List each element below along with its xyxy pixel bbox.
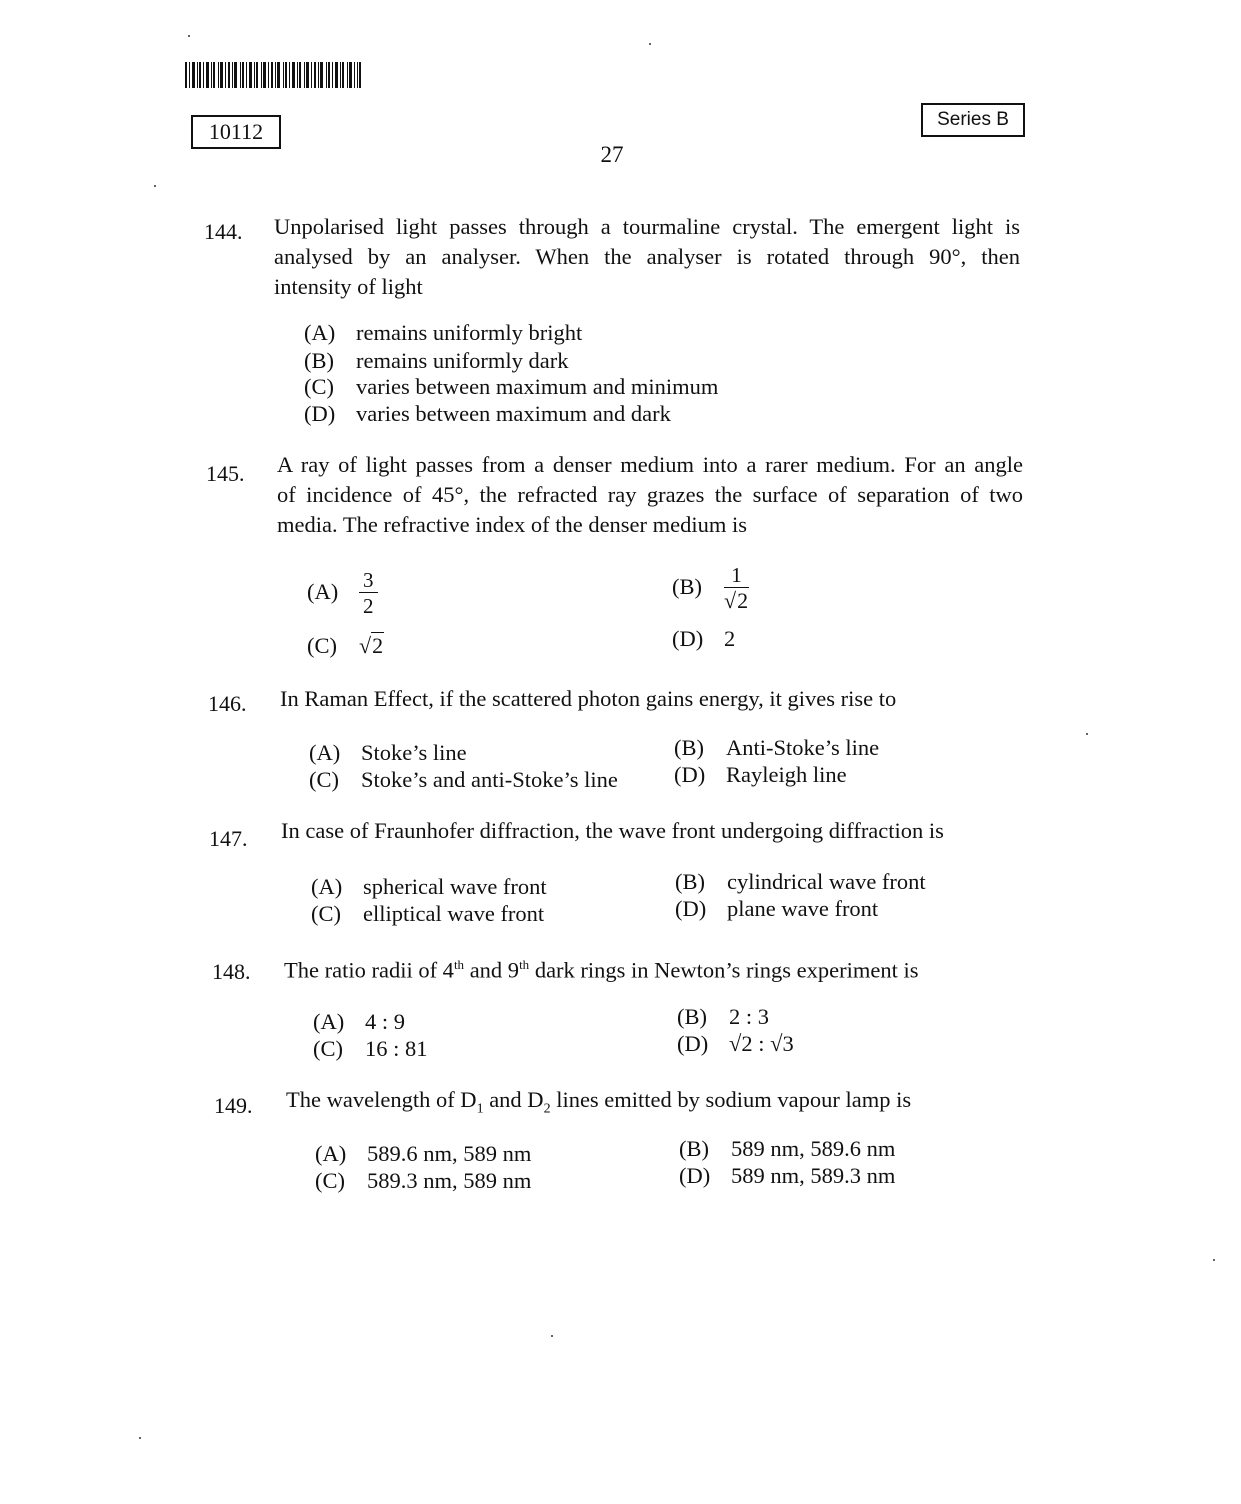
option-d xyxy=(679,1163,895,1189)
option-text: 589 nm, 589.6 nm xyxy=(731,1136,896,1161)
option-label: (B) xyxy=(679,1136,709,1161)
option-label: (C) xyxy=(307,633,337,658)
option-label: (A) xyxy=(307,578,339,604)
fraction-denominator: 2 xyxy=(363,594,374,618)
option-text: √2 : √3 xyxy=(729,1031,794,1056)
option-label: (B) xyxy=(672,573,702,599)
option-label: (C) xyxy=(309,767,339,792)
option-text: 2 : 3 xyxy=(729,1004,770,1029)
question-number: 147. xyxy=(209,826,248,851)
paper-code-box: 10112 xyxy=(191,115,281,149)
question-number: 148. xyxy=(212,959,251,984)
option-text: 2 xyxy=(724,626,736,651)
option-text: elliptical wave front xyxy=(363,901,545,926)
option-text: Stoke’s line xyxy=(361,740,467,765)
fraction xyxy=(724,563,749,614)
option-label: (C) xyxy=(311,901,341,926)
option-c xyxy=(309,767,618,793)
option-text: spherical wave front xyxy=(363,874,547,899)
option-b xyxy=(679,1136,895,1162)
option-label: (D) xyxy=(677,1031,709,1056)
option-d xyxy=(677,1031,794,1057)
square-root: √2 xyxy=(359,633,384,658)
question-text-part: lines emitted by sodium vapour lamp is xyxy=(550,1087,912,1112)
series-box: Series B xyxy=(921,103,1025,137)
option-c xyxy=(313,1036,428,1062)
question-line: of incidence of 45°, the refracted ray grazes the surface of separation of two xyxy=(277,482,1023,507)
question-text xyxy=(280,684,1026,714)
option-d xyxy=(672,626,735,652)
option-c xyxy=(304,374,718,400)
question-text-part: The ratio radii of 4 xyxy=(284,957,454,983)
scan-speck xyxy=(649,43,651,45)
option-label: (A) xyxy=(315,1141,347,1166)
option-text: remains uniformly bright xyxy=(356,320,583,345)
option-d xyxy=(675,896,878,922)
fraction-denominator: √2 xyxy=(724,588,749,613)
fraction-numerator: 1 xyxy=(724,563,749,588)
option-text: Stoke’s and anti-Stoke’s line xyxy=(361,767,618,792)
barcode xyxy=(185,62,361,88)
option-text: Rayleigh line xyxy=(726,762,847,787)
scan-speck xyxy=(188,35,190,37)
question-number: 144. xyxy=(204,219,243,244)
option-text: 16 : 81 xyxy=(365,1036,428,1061)
option-label: (D) xyxy=(679,1163,711,1188)
question-text-part: dark rings in Newton’s rings experiment is xyxy=(529,957,919,983)
question-line: In case of Fraunhofer diffraction, the wave front undergoing diffraction is xyxy=(281,818,944,843)
question-line: analysed by an analyser. When the analyser is rotated through 90°, then xyxy=(274,244,1020,269)
question-number: 149. xyxy=(214,1093,253,1118)
option-label: (B) xyxy=(677,1004,707,1029)
question-text xyxy=(274,212,1020,302)
question-text-part: The wavelength of D xyxy=(286,1087,477,1112)
option-text: plane wave front xyxy=(727,896,879,921)
option-a xyxy=(313,1009,405,1035)
option-a xyxy=(311,874,547,900)
question-line xyxy=(286,1085,1032,1125)
option-label: (C) xyxy=(304,374,334,399)
option-label: (D) xyxy=(675,896,707,921)
option-label: (B) xyxy=(674,735,704,760)
question-line xyxy=(284,950,1030,986)
option-text: remains uniformly dark xyxy=(356,348,569,373)
option-label: (D) xyxy=(304,401,336,426)
fraction xyxy=(359,568,378,619)
option-b xyxy=(304,348,568,374)
question-text-part: and 9 xyxy=(464,957,520,983)
option-label: (A) xyxy=(309,740,341,765)
option-a xyxy=(315,1141,531,1167)
question-line: A ray of light passes from a denser medium into a rarer medium. For an angle xyxy=(277,452,1023,477)
question-number: 145. xyxy=(206,461,245,486)
option-label: (A) xyxy=(304,320,336,345)
option-label: (A) xyxy=(311,874,343,899)
option-label: (C) xyxy=(313,1036,343,1061)
radicand: 2 xyxy=(737,588,749,613)
option-text: 589.6 nm, 589 nm xyxy=(367,1141,532,1166)
option-b xyxy=(675,869,926,895)
ordinal-suffix: th xyxy=(453,957,465,972)
scan-speck xyxy=(1213,1259,1215,1261)
subscript: 2 xyxy=(543,1101,551,1117)
scan-speck xyxy=(154,185,156,187)
option-a xyxy=(309,740,467,766)
option-text: 589.3 nm, 589 nm xyxy=(367,1168,532,1193)
option-label: (C) xyxy=(315,1168,345,1193)
option-text: 4 : 9 xyxy=(365,1009,406,1034)
option-d xyxy=(304,401,671,427)
option-text: varies between maximum and minimum xyxy=(356,374,719,399)
option-text: Anti-Stoke’s line xyxy=(726,735,880,760)
radicand: 2 xyxy=(372,633,384,658)
question-text xyxy=(281,816,1027,846)
question-text xyxy=(277,450,1023,540)
option-text: cylindrical wave front xyxy=(727,869,926,894)
option-c xyxy=(311,901,544,927)
option-label: (A) xyxy=(313,1009,345,1034)
option-b xyxy=(677,1004,769,1030)
question-text xyxy=(284,950,1030,986)
question-line: media. The refractive index of the denser medium is xyxy=(277,512,748,537)
option-text: varies between maximum and dark xyxy=(356,401,671,426)
option-label: (B) xyxy=(675,869,705,894)
option-d xyxy=(674,762,847,788)
scan-speck xyxy=(1086,733,1088,735)
question-line: intensity of light xyxy=(274,274,423,299)
option-label: (B) xyxy=(304,348,334,373)
option-a xyxy=(307,568,378,619)
option-label: (D) xyxy=(674,762,706,787)
option-c xyxy=(307,633,384,659)
scan-speck xyxy=(139,1437,141,1439)
fraction-numerator: 3 xyxy=(359,568,378,593)
option-b xyxy=(672,563,749,614)
question-line: Unpolarised light passes through a tourmaline crystal. The emergent light is xyxy=(274,214,1020,239)
question-text-part: and D xyxy=(483,1087,544,1112)
question-text xyxy=(286,1085,1032,1125)
option-label: (D) xyxy=(672,626,704,651)
page-number: 27 xyxy=(600,142,624,167)
option-b xyxy=(674,735,879,761)
ordinal-suffix: th xyxy=(519,957,530,972)
subscript: 1 xyxy=(476,1101,484,1117)
option-text: 589 nm, 589.3 nm xyxy=(731,1163,896,1188)
question-line: In Raman Effect, if the scattered photon gains energy, it gives rise to xyxy=(280,686,897,711)
scan-speck xyxy=(551,1335,553,1337)
question-number: 146. xyxy=(208,691,247,716)
option-c xyxy=(315,1168,531,1194)
option-a xyxy=(304,320,582,346)
